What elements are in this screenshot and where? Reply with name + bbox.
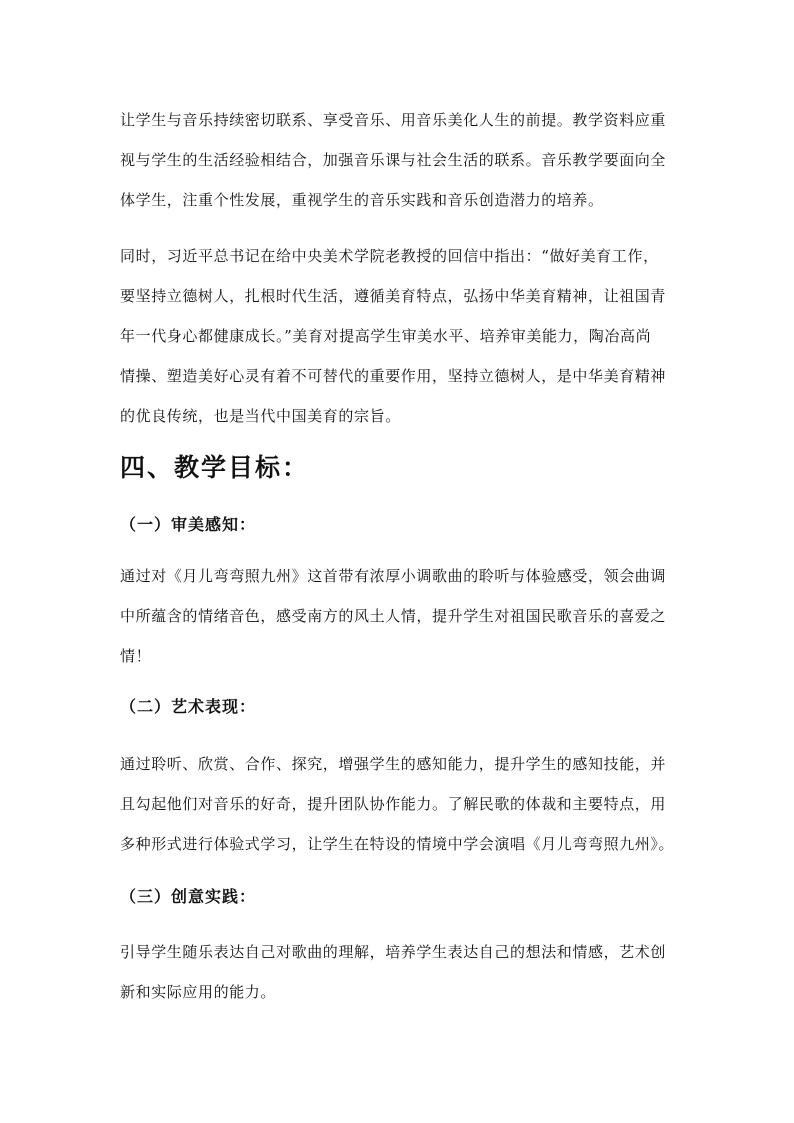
section-heading-teaching-goals: 四、教学目标： [120, 453, 310, 482]
paragraph-aesthetic-perception [120, 556, 680, 676]
paragraph-line: 多种形式进行体验式学习，让学生在特设的情境中学会演唱《月儿弯弯照九州》。 [120, 835, 675, 853]
paragraph-line: 通过对《月儿弯弯照九州》这首带有浓厚小调歌曲的聆听与体验感受，领会曲调 [120, 567, 667, 585]
paragraph-line: 情！ [120, 647, 152, 665]
subsection-heading-artistic-expression: （二）艺术表现： [120, 697, 257, 716]
paragraph-line: 要坚持立德树人，扎根时代生活，遵循美育特点，弘扬中华美育精神，让祖国青 [120, 287, 667, 305]
paragraph-line: 体学生，注重个性发展，重视学生的音乐实践和音乐创造潜力的培养。 [120, 191, 604, 209]
paragraph-creative-practice [120, 932, 680, 1012]
paragraph-line: 让学生与音乐持续密切联系、享受音乐、用音乐美化人生的前提。教学资料应重 [120, 111, 667, 129]
paragraph-line: 年一代身心都健康成长。”美育对提高学生审美水平、培养审美能力，陶冶高尚 [120, 327, 652, 345]
paragraph-line: 的优良传统，也是当代中国美育的宗旨。 [120, 407, 401, 425]
subsection-heading-aesthetic-perception: （一）审美感知： [120, 515, 257, 534]
paragraph-line: 引导学生随乐表达自己对歌曲的理解，培养学生表达自己的想法和情感，艺术创 [120, 943, 667, 961]
paragraph-artistic-expression [120, 744, 680, 864]
paragraph-music-education [120, 100, 680, 220]
paragraph-line: 通过聆听、欣赏、合作、探究，增强学生的感知能力，提升学生的感知技能，并 [120, 755, 667, 773]
paragraph-aesthetic-education [120, 236, 680, 436]
paragraph-line: 同时，习近平总书记在给中央美术学院老教授的回信中指出：“做好美育工作， [120, 247, 659, 265]
subsection-heading-creative-practice: （三）创意实践： [120, 887, 257, 906]
paragraph-line: 且勾起他们对音乐的好奇，提升团队协作能力。了解民歌的体裁和主要特点，用 [120, 795, 667, 813]
paragraph-line: 视与学生的生活经验相结合，加强音乐课与社会生活的联系。音乐教学要面向全 [120, 151, 667, 169]
paragraph-line: 新和实际应用的能力。 [120, 983, 277, 1001]
paragraph-line: 中所蕴含的情绪音色，感受南方的风土人情，提升学生对祖国民歌音乐的喜爱之 [120, 607, 667, 625]
paragraph-line: 情操、塑造美好心灵有着不可替代的重要作用，坚持立德树人，是中华美育精神 [120, 367, 667, 385]
